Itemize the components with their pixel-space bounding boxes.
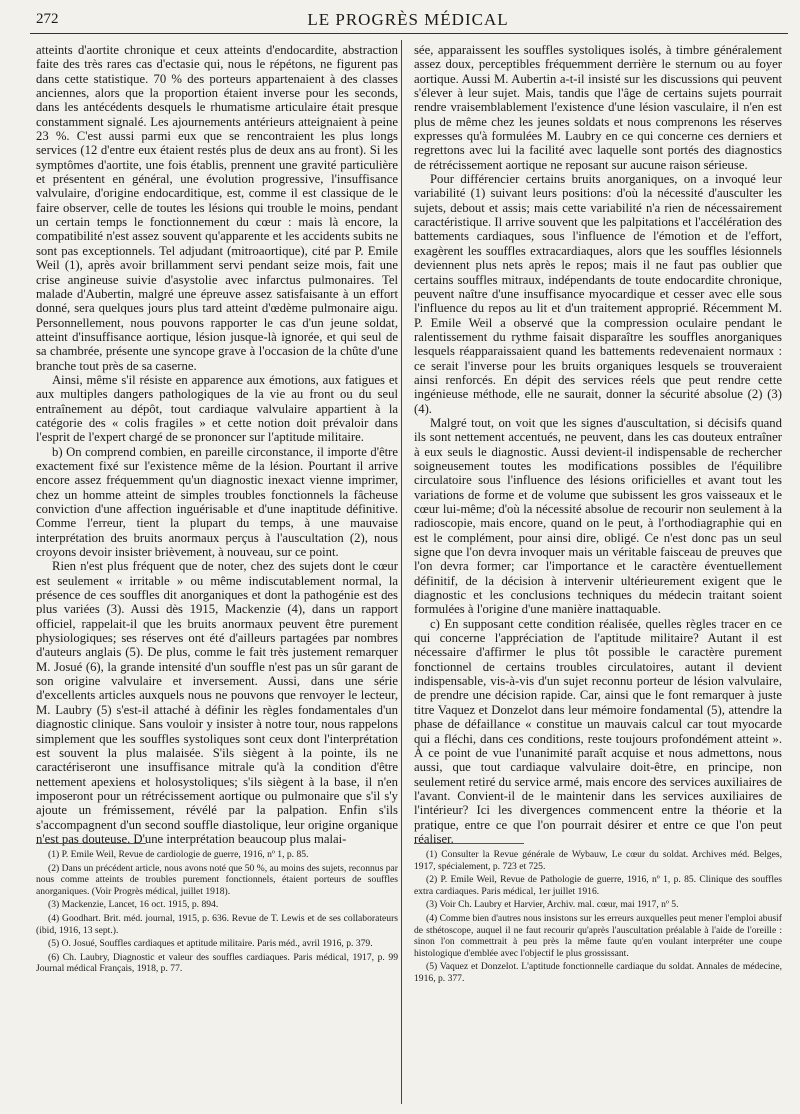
footnote: (2) P. Emile Weil, Revue de Pathologie de guerre, 1916, nº 1, p. 85. Clinique des souffles extra cardiaques. Paris médical, 1er juillet 1916. <box>414 874 782 897</box>
column-divider <box>401 40 402 1104</box>
paragraph: Malgré tout, on voit que les signes d'auscultation, si décisifs quand ils sont nettement accentués, ne peuvent, dans les cas douteux entraîner à eux seuls le diagnostic. Aussi devient-il indispensable de rechercher soigneusement toutes les modifications possibles de l'équilibre circulatoire sous l'influence des lésions orificielles et avant tout les variations de forme et de volume que subissent les gros vaisseaux et le cœur lui-même; d'où la nécessité absolue de recourir non seulement à la radioscopie, mais encore, quand on le peut, à l'orthodiagraphie qui en est le complément, pour ainsi dire, obligé. Ce n'est donc pas un seul signe que l'on devra invoquer mais un véritable faisceau de preuves que l'on devra former; car l'importance et le caractère éventuellement définitif, de la décision à intervenir ultérieurement exigent que le diagnostic et les conclusions techniques du médecin traitant soient formulées à l'origine d'une manière inattaquable. <box>414 415 782 617</box>
paragraph: Rien n'est plus fréquent que de noter, chez des sujets dont le cœur est seulement « irritable » ou même indiscutablement normal, la présence de ces souffles dit anorganiques et dont la pathogénie est des plus variées (3). Aussi dès 1915, Mackenzie (4), dans un rapport officiel, rappelait-il que les bruits anormaux peuvent être purement physiologiques; ses réserves ont été d'ailleurs partagées par nombres d'auteurs anglais (5). De plus, comme le fait très justement remarquer M. Josué (6), la grande intensité d'un souffle n'est pas un sûr garant de son origine valvulaire et inversement. Aussi, dans une série d'excellents articles auxquels nous ne pouvons que renvoyer le lecteur, M. Laubry (5) s'est-il attaché à définir les règles fondamentales d'un diagnostic clinique. Sans vouloir y insister à notre tour, nous rappelons simplement que les souffles systoliques sont ceux dont l'interprétation est souvent la plus malaisée. S'ils siègent à la pointe, ils ne caractériseront une insuffisance mitrale qu'à la condition d'être nettement apexiens et holosystoliques; s'ils siègent à la base, il n'en imposeront pour un rétrécissement aortique ou pulmonaire que s'il s'y ajoute un frémissement, révélé par la palpation. Enfin s'ils s'accompagnent d'un second souffle diastolique, leur origine organique n'est pas douteuse. D'une interprétation beaucoup plus malai- <box>36 559 398 846</box>
footnote: (1) P. Emile Weil, Revue de cardiologie de guerre, 1916, nº 1, p. 85. <box>48 849 309 860</box>
right-column <box>414 43 782 846</box>
paragraph: c) En supposant cette condition réalisée, quelles règles tracer en ce qui concerne l'appréciation de l'aptitude militaire? Autant il est nécessaire d'affirmer le plus tôt possible le caractère purement fonctionnel de certains troubles circulatoires, autant il devient indispensable, vis-à-vis d'un sujet reconnu porteur de lésion valvulaire, de prendre une décision rapide. Car, ainsi que le font remarquer à juste titre Vaquez et Donzelot dans leur mémoire fondamental (5), attendre la phase de défaillance « constitue un mauvais calcul car tout myocarde qui a fléchi, dans ces conditions, reste toujours profondément atteint ». À ce point de vue l'unanimité paraît acquise et nous admettons, nous aussi, que tout cardiaque valvulaire doit-être, en principe, non seulement retiré du service armé, mais encore des services auxiliaires de l'avant. Convient-il de le maintenir dans les services auxiliaires de l'intérieur? Ici les divergences commencent entre la théorie et la pratique, entre ce que l'on pourrait désirer et entre ce que l'on peut réaliser. <box>414 616 782 846</box>
footnote-rule <box>36 843 146 844</box>
page-number: 272 <box>36 11 59 27</box>
journal-title: LE PROGRÈS MÉDICAL <box>307 10 509 29</box>
paragraph: Pour différencier certains bruits anorganiques, on a invoqué leur variabilité (1) suivant leurs positions: d'où la nécessité d'ausculter les sujets, debout et assis; mais cette variabilité n'a rien de nécessairement caractéristique. Il arrive souvent que les palpitations et l'accélération des battements cardiaques, sous l'influence de l'émotion et de l'effort, exagèrent les souffles extracardiaques, alors que les souffles lésionnels deviennent plus nets après le repos; mais il ne faut pas oublier que certains souffles mitraux, indépendants de toute endocardite chronique, peuvent naître d'une insuffisance myocardique et cesser avec elle sous l'influence du repos au lit et d'un traitement approprié. Récemment M. P. Emile Weil a observé que la compression oculaire pendant le ralentissement du rythme faisait disparaître les souffles anorganiques lesquels réapparaissaient quand les battements redevenaient normaux : ce serait l'inverse pour les bruits organiques lesquels se trouveraient ainsi renforcés. En dépit des services réels que peut rendre cette ingénieuse méthode, elle ne saurait, donner la sécurité absolue (2) (3) (4). <box>414 172 782 416</box>
paragraph: sée, apparaissent les souffles systoliques isolés, à timbre généralement assez doux, perceptibles fréquemment derrière le sternum ou au foyer aortique. Aussi M. Aubertin a-t-il insisté sur les discussions qui peuvent s'élever à leur sujet. Mais, tandis que l'âge de certains sujets pourrait rendre vraisemblablement l'existence d'une lésion vasculaire, il n'en est plus de même chez les jeunes soldats et nous comprenons les réserves expresses qu'à formulées M. Laubry en ce qui concerne ces derniers et regrettons avec lui la facilité avec laquelle sont portés des diagnostics de rétrécissement aortique ne reposant sur aucune raison sérieuse. <box>414 43 782 172</box>
footnote-rule <box>414 843 524 844</box>
page-header <box>30 8 786 34</box>
footnote: (1) Consulter la Revue générale de Wybauw, Le cœur du soldat. Archives méd. Belges, 1917, spécialement, p. 723 et 725. <box>414 849 782 872</box>
footnote: (4) Comme bien d'autres nous insistons sur les erreurs auxquelles peut mener l'emploi abusif de sthétoscope, auquel il ne faut recourir qu'après l'auscultation préalable à l'aide de l'oreille : sinon l'on commettrait à peu près la même faute qu'en voulant interpréter une coupe histologique d'emblée avec l'objectif le plus grossissant. <box>414 912 782 959</box>
header-rule <box>30 33 788 34</box>
footnote: (5) Vaquez et Donzelot. L'aptitude fonctionnelle cardiaque du soldat. Annales de médecine, 1916, p. 377. <box>414 961 782 984</box>
footnote: (3) Mackenzie, Lancet, 16 oct. 1915, p. 894. <box>48 899 219 911</box>
paragraph: atteints d'aortite chronique et ceux atteints d'endocardite, abstraction faite des très rares cas d'ectasie qui, nous le répétons, ne figurent pas dans cette statistique. 70 % des porteurs appartenaient à des classes anciennes, alors que la proportion étaient inverse pour les seconds, dans les antécédents desquels le rhumatisme articulaire était presque constamment signalé. Les ajournements antérieurs atteignaient à peine 23 %. C'est aussi parmi eux que se rencontraient les plus longs services (12 d'entre eux étaient restés plus de deux ans au front). Si les symptômes d'aortite, une fois établis, prennent une gravité particulière et présentent en général, une évolution progressive, l'insuffisance valvulaire, d'origine endocarditique, est, comme il est classique de le faire observer, celle de toutes les lésions qui trouble le moins, pendant un certain temps le fonctionnement du cœur : mais là encore, la compatibilité n'est assez souvent qu'apparente et les accidents subits ne sont pas exceptionnels. Tel adjudant (mitroaortique), cité par P. Emile Weil (1), après avoir brillamment servi pendant seize mois, fait une crise angineuse suivie d'asystolie avec infarctus pulmonaires. Tel malade d'Aubertin, malgré une épreuve assez satisfaisante à un effort donné, sera quelques jours plus tard atteint d'œdème pulmonaire aigu. Personnellement, nous pouvons rapporter le cas d'un jeune soldat, atteint d'insuffisance aortique, lésion jusque-là ignorée, et qui seul de sa chambrée, présente une syncope grave à l'occasion de la chûte d'une branche tout près de sa caserne. <box>36 43 398 373</box>
footnote: (4) Goodhart. Brit. méd. journal, 1915, p. 636. Revue de T. Lewis et de ses collaborateurs (ibid, 1916, 13 sept.). <box>36 912 398 936</box>
left-footnotes <box>36 849 398 977</box>
footnote: (6) Ch. Laubry, Diagnostic et valeur des souffles cardiaques. Paris médical, 1917, p. 99 Journal médical Français, 1918, p. 77. <box>36 951 398 975</box>
paragraph: Ainsi, même s'il résiste en apparence aux émotions, aux fatigues et aux multiples dangers pathologiques de la vie au front ou du seul entraînement au dépôt, tout cardiaque valvulaire appartient à la catégorie des « colis fragiles » et cette notion doit prévaloir dans l'esprit de l'expert chargé de se prononcer sur l'aptitude militaire. <box>36 372 398 445</box>
footnote: (3) Voir Ch. Laubry et Harvier, Archiv. mal. cœur, mai 1917, nº 5. <box>426 899 679 911</box>
footnote: (2) Dans un précédent article, nous avons noté que 50 %, au moins des sujets, reconnus par nous comme atteints de troubles purement fonctionnels, étaient porteurs de souffles anorganiques. (Voir Progrès médical, juillet 1918). <box>36 862 398 897</box>
right-footnotes <box>414 849 782 987</box>
paragraph: b) On comprend combien, en pareille circonstance, il importe d'être exactement fixé sur l'existence même de la lésion. Pourtant il arrive encore assez fréquemment qu'un diagnostic inexact vienne imprimer, chez un homme atteint de simples troubles fonctionnels la fâcheuse conviction d'une affection inguérisable et d'une inaptitude définitive. Comme l'erreur, tient la plupart du temps, à une mauvaise interprétation des bruits anormaux perçus à l'auscultation (2), nous croyons devoir insister brièvement, à nouveau, sur ce point. <box>36 444 398 560</box>
footnote: (5) O. Josué, Souffles cardiaques et aptitude militaire. Paris méd., avril 1916, p. 379. <box>48 938 373 950</box>
left-column <box>36 43 398 846</box>
